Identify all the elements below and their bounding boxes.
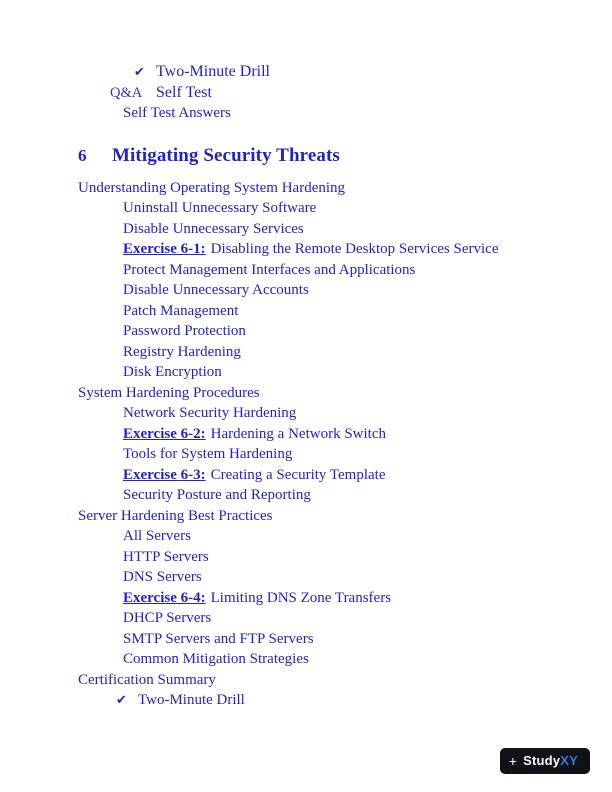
toc-entry[interactable] (78, 301, 558, 322)
toc-entry[interactable] (78, 690, 558, 711)
chapter-heading (78, 145, 558, 167)
toc-entry[interactable] (78, 608, 558, 629)
toc-entry-label: Disabling the Remote Desktop Services Service (210, 241, 499, 257)
toc-entry-label: DNS Servers (123, 569, 202, 585)
toc-entry[interactable] (78, 526, 558, 547)
toc-entry[interactable] (78, 629, 558, 650)
toc-entry-label: DHCP Servers (123, 610, 212, 626)
toc-entry-label: Network Security Hardening (123, 405, 297, 421)
toc-entry-label: Self Test (156, 83, 212, 101)
toc-entry-label: Protect Management Interfaces and Applications (123, 261, 416, 278)
exercise-label: Exercise 6-4: (123, 589, 206, 606)
toc-entry[interactable] (78, 649, 558, 670)
watermark-xy-text: XY (560, 753, 578, 768)
toc-entry[interactable] (78, 670, 558, 691)
toc-entry-label: Password Protection (123, 323, 246, 339)
toc-entry-exercise[interactable] (78, 424, 558, 445)
toc-entry-label: Registry Hardening (123, 343, 241, 360)
toc-entry-exercise[interactable] (78, 465, 558, 486)
toc-entry[interactable] (78, 362, 558, 383)
toc-entry-label: All Servers (123, 528, 191, 544)
toc-entry[interactable] (78, 403, 558, 424)
watermark-badge (500, 748, 590, 774)
watermark-study-text: Study (523, 753, 561, 768)
exercise-label: Exercise 6-1: (123, 241, 206, 257)
toc-entry[interactable] (78, 547, 558, 568)
toc-entry[interactable] (78, 219, 558, 240)
toc-entry-qa[interactable] (78, 83, 558, 104)
toc-entry-label: Hardening a Network Switch (210, 425, 386, 442)
toc-entry[interactable] (78, 198, 558, 219)
toc-entry[interactable] (78, 321, 558, 342)
toc-entry-label: Server Hardening Best Practices (78, 507, 273, 524)
toc-entry[interactable] (78, 383, 558, 404)
toc-entry[interactable] (78, 444, 558, 465)
toc-entry-label: Self Test Answers (123, 105, 231, 121)
toc-entry-label: Disable Unnecessary Services (123, 220, 304, 237)
toc-entry-label: SMTP Servers and FTP Servers (123, 630, 314, 647)
toc-entry[interactable] (78, 178, 558, 199)
toc-entry-label: Two-Minute Drill (156, 63, 270, 80)
toc-entry-label: Tools for System Hardening (123, 446, 293, 462)
toc-entry-label: Limiting DNS Zone Transfers (210, 589, 392, 606)
chapter-number: 6 (78, 145, 87, 165)
table-of-contents (78, 62, 558, 711)
toc-entry-exercise[interactable] (78, 588, 558, 609)
toc-entry-label: Two-Minute Drill (138, 692, 245, 708)
toc-entry-label: System Hardening Procedures (78, 384, 260, 401)
checkmark-icon: ✔ (116, 692, 127, 707)
checkmark-icon: ✔ (134, 64, 145, 79)
toc-entry[interactable] (78, 567, 558, 588)
toc-entry-label: Security Posture and Reporting (123, 487, 311, 503)
toc-entry[interactable] (78, 506, 558, 527)
toc-entry-exercise[interactable] (78, 239, 558, 260)
toc-entry-label: Common Mitigation Strategies (123, 651, 309, 667)
toc-entry[interactable] (78, 62, 558, 83)
qa-label: Q&A (110, 84, 143, 101)
toc-entry[interactable] (78, 485, 558, 506)
toc-entry[interactable] (78, 280, 558, 301)
exercise-label: Exercise 6-3: (123, 466, 206, 483)
toc-entry-label: Disable Unnecessary Accounts (123, 282, 309, 298)
toc-entry-label: HTTP Servers (123, 548, 209, 565)
toc-entry-label: Uninstall Unnecessary Software (123, 200, 317, 216)
toc-entry[interactable] (78, 103, 558, 124)
toc-entry[interactable] (78, 342, 558, 363)
toc-entry-label: Certification Summary (78, 671, 216, 688)
toc-entry[interactable] (78, 260, 558, 281)
toc-entry-label: Patch Management (123, 302, 239, 319)
plus-icon: + (508, 752, 518, 769)
toc-entry-label: Disk Encryption (123, 364, 222, 380)
toc-entry-label: Creating a Security Template (210, 466, 386, 483)
exercise-label: Exercise 6-2: (123, 425, 206, 442)
chapter-title[interactable]: Mitigating Security Threats (112, 144, 340, 166)
toc-entry-label: Understanding Operating System Hardening (78, 179, 346, 196)
